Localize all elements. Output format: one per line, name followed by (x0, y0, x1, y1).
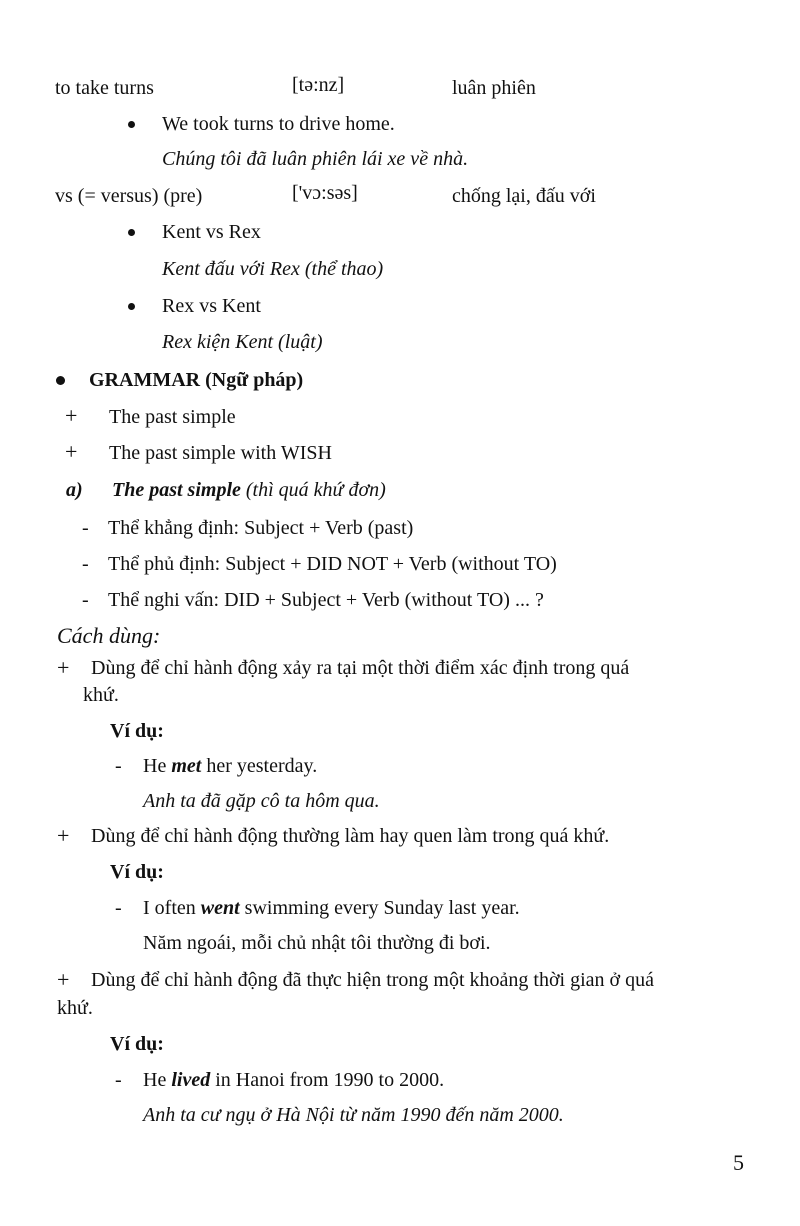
example-verb: met (171, 755, 202, 777)
dash-icon: - (82, 589, 89, 611)
usage-text: khứ. (83, 684, 119, 706)
example-pre: He (143, 755, 172, 777)
example-label: Ví dụ: (110, 861, 164, 883)
dash-icon: - (115, 755, 122, 777)
vocab-word: vs (= versus) (pre) (55, 185, 203, 207)
page-number: 5 (733, 1150, 744, 1175)
form-line: Thể phủ định: Subject + DID NOT + Verb (without TO) (108, 553, 557, 575)
usage-example (143, 895, 520, 921)
plus-icon: + (57, 823, 70, 848)
bullet-icon (56, 376, 65, 385)
section-title-rest: (thì quá khứ đơn) (240, 479, 386, 501)
example-en: We took turns to drive home. (162, 113, 395, 135)
grammar-topic: The past simple with WISH (109, 442, 332, 464)
usage-heading: Cách dùng: (57, 623, 161, 648)
bullet-icon (128, 229, 135, 236)
section-title-bold: The past simple (112, 479, 241, 501)
dash-icon: - (115, 1069, 122, 1091)
vocab-ipa: [tə:nz] (292, 74, 345, 96)
grammar-heading: GRAMMAR (Ngữ pháp) (89, 369, 304, 391)
usage-text: Dùng để chỉ hành động thường làm hay quen làm trong quá khứ. (91, 825, 610, 847)
example-post: swimming every Sunday last year. (239, 897, 520, 919)
usage-example-vi: Anh ta cư ngụ ở Hà Nội từ năm 1990 đến năm 2000. (143, 1104, 564, 1126)
example-pre: He (143, 1069, 172, 1091)
form-line: Thể khẳng định: Subject + Verb (past) (108, 517, 414, 539)
vocab-meaning: luân phiên (452, 77, 536, 99)
vocab-meaning: chống lại, đấu với (452, 185, 596, 207)
example-en: Kent vs Rex (162, 221, 261, 243)
example-label: Ví dụ: (110, 1033, 164, 1055)
usage-text: Dùng để chỉ hành động đã thực hiện trong một khoảng thời gian ở quá (91, 969, 654, 991)
plus-icon: + (57, 967, 70, 992)
usage-example (143, 1067, 444, 1093)
vocab-ipa: ['vɔ:səs] (292, 182, 358, 204)
example-post: her yesterday. (201, 755, 318, 777)
usage-example-vi: Anh ta đã gặp cô ta hôm qua. (143, 790, 380, 812)
form-line: Thể nghi vấn: DID + Subject + Verb (without TO) ... ? (108, 589, 544, 611)
usage-example (143, 753, 317, 779)
usage-text: Dùng để chỉ hành động xảy ra tại một thời điểm xác định trong quá (91, 657, 630, 679)
example-pre: I often (143, 897, 201, 919)
dash-icon: - (115, 897, 122, 919)
example-vi: Rex kiện Kent (luật) (162, 331, 323, 353)
example-vi: Kent đấu với Rex (thể thao) (162, 258, 384, 280)
example-en: Rex vs Kent (162, 295, 261, 317)
plus-icon: + (65, 439, 78, 464)
section-label: a) (66, 479, 83, 501)
usage-text: khứ. (57, 997, 93, 1019)
dash-icon: - (82, 517, 89, 539)
example-verb: went (200, 897, 240, 919)
dash-icon: - (82, 553, 89, 575)
plus-icon: + (65, 403, 78, 428)
example-label: Ví dụ: (110, 720, 164, 742)
vocab-word: to take turns (55, 77, 154, 99)
bullet-icon (128, 121, 135, 128)
section-title (112, 477, 386, 503)
grammar-topic: The past simple (109, 406, 236, 428)
bullet-icon (128, 303, 135, 310)
plus-icon: + (57, 655, 70, 680)
example-post: in Hanoi from 1990 to 2000. (210, 1069, 445, 1091)
example-verb: lived (171, 1069, 211, 1091)
usage-example-vi: Năm ngoái, mỗi chủ nhật tôi thường đi bơi. (143, 932, 491, 954)
example-vi: Chúng tôi đã luân phiên lái xe về nhà. (162, 148, 469, 170)
